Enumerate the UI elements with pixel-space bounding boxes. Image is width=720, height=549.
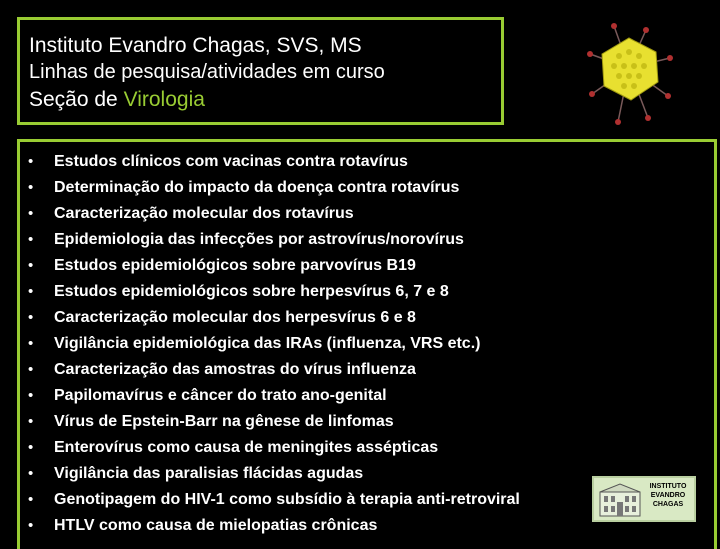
bullet-dot: • <box>28 491 34 508</box>
list-item-text: Vigilância das paralisias flácidas agudas <box>54 465 364 482</box>
research-lines-title: Linhas de pesquisa/atividades em curso <box>29 61 385 83</box>
logo-line-1: INSTITUTO <box>649 483 687 490</box>
list-item-text: Enterovírus como causa de meningites assépticas <box>54 439 439 456</box>
building-icon <box>598 482 642 518</box>
list-item-text: Estudos clínicos com vacinas contra rotavírus <box>54 153 408 170</box>
bullet-dot: • <box>28 465 34 482</box>
list-item-text: Vigilância epidemiológica das IRAs (influenza, VRS etc.) <box>54 335 481 352</box>
list-item-text: Caracterização molecular dos herpesvírus 6 e 8 <box>54 309 416 326</box>
list-item-text: HTLV como causa de mielopatias crônicas <box>54 517 378 534</box>
adenovirus-icon <box>584 18 674 128</box>
logo-line-2: EVANDRO <box>650 492 686 499</box>
section-prefix: Seção de <box>29 88 124 111</box>
bullet-dot: • <box>28 179 34 196</box>
bullet-dot: • <box>28 361 34 378</box>
institute-title: Instituto Evandro Chagas, SVS, MS <box>29 34 362 57</box>
list-item-text: Genotipagem do HIV-1 como subsídio à terapia anti-retroviral <box>54 491 520 508</box>
list-item-text: Papilomavírus e câncer do trato ano-genital <box>54 387 387 404</box>
list-item-text: Caracterização das amostras do vírus influenza <box>54 361 416 378</box>
bullet-dot: • <box>28 231 34 248</box>
list-item-text: Caracterização molecular dos rotavírus <box>54 205 354 222</box>
list-item-text: Vírus de Epstein-Barr na gênese de linfomas <box>54 413 394 430</box>
logo-line-3: CHAGAS <box>652 501 684 508</box>
title-box <box>17 17 504 125</box>
section-title <box>29 86 501 113</box>
bullet-dot: • <box>28 439 34 456</box>
section-highlight: Virologia <box>123 88 205 111</box>
list-item-text: Estudos epidemiológicos sobre parvovírus B19 <box>54 257 416 274</box>
bullet-dot: • <box>28 257 34 274</box>
institute-logo <box>592 476 696 522</box>
bullet-dot: • <box>28 205 34 222</box>
bullet-dot: • <box>28 517 34 534</box>
bullet-dot: • <box>28 335 34 352</box>
list-item-text: Determinação do impacto da doença contra rotavírus <box>54 179 460 196</box>
bullet-dot: • <box>28 283 34 300</box>
logo-text <box>642 482 694 509</box>
list-item-text: Estudos epidemiológicos sobre herpesvírus 6, 7 e 8 <box>54 283 449 300</box>
list-item-text: Epidemiologia das infecções por astrovírus/norovírus <box>54 231 464 248</box>
bullet-dot: • <box>28 153 34 170</box>
bullet-dot: • <box>28 309 34 326</box>
bullet-dot: • <box>28 387 34 404</box>
bullet-dot: • <box>28 413 34 430</box>
